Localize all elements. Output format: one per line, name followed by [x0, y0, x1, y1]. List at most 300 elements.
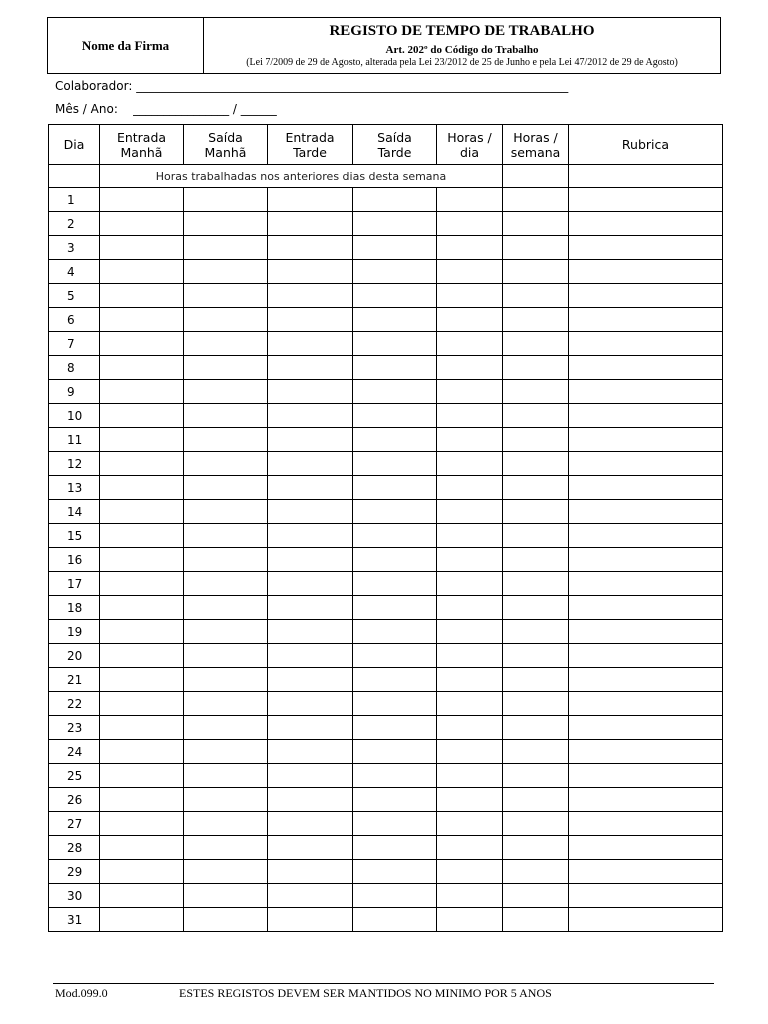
col-entrada-manha-cell[interactable] — [100, 812, 184, 836]
col-entrada-tarde-cell[interactable] — [268, 548, 353, 572]
col-horas-dia-cell[interactable] — [437, 212, 503, 236]
col-horas-semana-cell[interactable] — [503, 404, 569, 428]
col-dia-header: Dia — [49, 125, 100, 165]
col-entrada-manha-cell[interactable] — [100, 884, 184, 908]
table-row — [49, 812, 723, 836]
col-saida-manha-cell[interactable] — [184, 716, 268, 740]
col-saida-manha-cell[interactable] — [184, 332, 268, 356]
col-entrada-tarde-cell[interactable] — [268, 596, 353, 620]
col-entrada-manha-cell[interactable] — [100, 308, 184, 332]
table-row — [49, 260, 723, 284]
col-entrada-manha-cell[interactable] — [100, 284, 184, 308]
col-entrada-tarde-cell[interactable] — [268, 908, 353, 932]
day-number: 24 — [49, 740, 100, 764]
day-number: 12 — [49, 452, 100, 476]
col-horas-semana-cell[interactable] — [503, 524, 569, 548]
col-saida-manha-cell[interactable] — [184, 860, 268, 884]
col-entrada-tarde-cell[interactable] — [268, 524, 353, 548]
col-horas-semana-cell[interactable] — [503, 764, 569, 788]
col-horas-semana-cell[interactable] — [503, 260, 569, 284]
col-horas-semana-cell[interactable] — [503, 356, 569, 380]
col-horas-semana-cell[interactable] — [503, 452, 569, 476]
col-saida-tarde-cell[interactable] — [353, 476, 437, 500]
col-rubrica-cell[interactable] — [569, 644, 723, 668]
model-code: Mod.099.0 — [55, 986, 108, 1000]
col-saida-manha-cell[interactable] — [184, 572, 268, 596]
day-number: 16 — [49, 548, 100, 572]
day-number: 27 — [49, 812, 100, 836]
col-saida-tarde-cell[interactable] — [353, 572, 437, 596]
col-entrada-manha-cell[interactable] — [100, 860, 184, 884]
col-saida-tarde-cell[interactable] — [353, 788, 437, 812]
col-horas-semana-cell[interactable] — [503, 668, 569, 692]
col-rubrica-cell[interactable] — [569, 740, 723, 764]
col-entrada-tarde-cell[interactable] — [268, 620, 353, 644]
day-number: 1 — [49, 188, 100, 212]
col-entrada-tarde-cell[interactable] — [268, 260, 353, 284]
col-horas-semana-cell[interactable] — [503, 740, 569, 764]
col-entrada-tarde-cell[interactable] — [268, 308, 353, 332]
table-row — [49, 236, 723, 260]
previous-days-blank — [49, 165, 100, 188]
col-horas-dia-cell[interactable] — [437, 716, 503, 740]
table-header-row — [49, 125, 723, 165]
col-entrada-tarde-cell[interactable] — [268, 284, 353, 308]
time-record-table — [48, 124, 723, 932]
col-saida-manha-cell[interactable] — [184, 812, 268, 836]
col-saida-manha-cell[interactable] — [184, 740, 268, 764]
table-row — [49, 500, 723, 524]
col-entrada-tarde-cell[interactable] — [268, 500, 353, 524]
day-number: 22 — [49, 692, 100, 716]
col-saida-tarde-cell[interactable] — [353, 308, 437, 332]
col-entrada-manha-cell[interactable] — [100, 260, 184, 284]
col-horas-semana-cell[interactable] — [503, 548, 569, 572]
day-number: 2 — [49, 212, 100, 236]
col-entrada-manha-cell[interactable] — [100, 692, 184, 716]
col-entrada-tarde-cell[interactable] — [268, 212, 353, 236]
col-horas-semana-cell[interactable] — [503, 908, 569, 932]
col-saida-manha-cell[interactable] — [184, 764, 268, 788]
col-entrada-manha-cell[interactable] — [100, 524, 184, 548]
col-saida-manha-cell[interactable] — [184, 356, 268, 380]
col-saida-tarde-cell[interactable] — [353, 260, 437, 284]
table-row — [49, 548, 723, 572]
col-horas-dia-header: Horas / dia — [437, 125, 503, 165]
col-saida-manha-cell[interactable] — [184, 452, 268, 476]
col-horas-semana-cell[interactable] — [503, 812, 569, 836]
col-horas-semana-cell[interactable] — [503, 428, 569, 452]
col-horas-semana-cell[interactable] — [503, 284, 569, 308]
col-rubrica-cell[interactable] — [569, 404, 723, 428]
col-horas-dia-cell[interactable] — [437, 476, 503, 500]
col-saida-tarde-cell[interactable] — [353, 836, 437, 860]
table-row — [49, 308, 723, 332]
col-saida-manha-cell[interactable] — [184, 476, 268, 500]
col-entrada-manha-cell[interactable] — [100, 716, 184, 740]
col-saida-tarde-cell[interactable] — [353, 620, 437, 644]
table-row — [49, 428, 723, 452]
col-entrada-manha-cell[interactable] — [100, 356, 184, 380]
col-saida-manha-cell[interactable] — [184, 524, 268, 548]
col-entrada-manha-cell[interactable] — [100, 764, 184, 788]
col-saida-tarde-cell[interactable] — [353, 548, 437, 572]
col-horas-dia-cell[interactable] — [437, 260, 503, 284]
table-row — [49, 836, 723, 860]
previous-days-label: Horas trabalhadas nos anteriores dias desta semana — [100, 165, 503, 188]
col-saida-tarde-cell[interactable] — [353, 332, 437, 356]
day-number: 31 — [49, 908, 100, 932]
col-horas-semana-cell[interactable] — [503, 788, 569, 812]
col-saida-manha-cell[interactable] — [184, 212, 268, 236]
col-horas-dia-cell[interactable] — [437, 740, 503, 764]
table-row — [49, 332, 723, 356]
col-saida-tarde-cell[interactable] — [353, 884, 437, 908]
day-number: 26 — [49, 788, 100, 812]
col-saida-tarde-header: Saída Tarde — [353, 125, 437, 165]
col-horas-semana-cell[interactable] — [503, 500, 569, 524]
table-row — [49, 620, 723, 644]
col-saida-manha-cell[interactable] — [184, 620, 268, 644]
col-entrada-tarde-cell[interactable] — [268, 356, 353, 380]
previous-days-rubrica[interactable] — [569, 165, 723, 188]
col-entrada-manha-header: Entrada Manhã — [100, 125, 184, 165]
col-horas-semana-cell[interactable] — [503, 596, 569, 620]
col-saida-manha-cell[interactable] — [184, 668, 268, 692]
law-note: (Lei 7/2009 de 29 de Agosto, alterada pela Lei 23/2012 de 25 de Junho e pela Lei 47/2012 de 29 de Agosto) — [246, 57, 678, 68]
col-entrada-tarde-cell[interactable] — [268, 860, 353, 884]
col-entrada-manha-cell[interactable] — [100, 836, 184, 860]
col-rubrica-cell[interactable] — [569, 884, 723, 908]
col-saida-tarde-cell[interactable] — [353, 908, 437, 932]
title-block — [204, 18, 720, 73]
col-saida-manha-cell[interactable] — [184, 404, 268, 428]
previous-days-hours-week[interactable] — [503, 165, 569, 188]
col-entrada-manha-cell[interactable] — [100, 740, 184, 764]
col-horas-dia-cell[interactable] — [437, 236, 503, 260]
col-entrada-tarde-cell[interactable] — [268, 188, 353, 212]
col-rubrica-cell[interactable] — [569, 620, 723, 644]
col-horas-semana-cell[interactable] — [503, 620, 569, 644]
col-entrada-tarde-cell[interactable] — [268, 428, 353, 452]
col-entrada-tarde-cell[interactable] — [268, 812, 353, 836]
col-entrada-manha-cell[interactable] — [100, 548, 184, 572]
col-entrada-tarde-cell[interactable] — [268, 764, 353, 788]
col-saida-tarde-cell[interactable] — [353, 500, 437, 524]
col-rubrica-cell[interactable] — [569, 308, 723, 332]
col-horas-semana-cell[interactable] — [503, 836, 569, 860]
day-number: 14 — [49, 500, 100, 524]
col-saida-tarde-cell[interactable] — [353, 404, 437, 428]
col-horas-dia-cell[interactable] — [437, 812, 503, 836]
col-saida-tarde-cell[interactable] — [353, 716, 437, 740]
table-row — [49, 764, 723, 788]
col-rubrica-cell[interactable] — [569, 812, 723, 836]
col-entrada-manha-cell[interactable] — [100, 404, 184, 428]
col-rubrica-cell[interactable] — [569, 188, 723, 212]
col-horas-dia-cell[interactable] — [437, 908, 503, 932]
table-row — [49, 380, 723, 404]
col-horas-semana-cell[interactable] — [503, 188, 569, 212]
day-number: 18 — [49, 596, 100, 620]
col-horas-dia-cell[interactable] — [437, 380, 503, 404]
col-rubrica-cell[interactable] — [569, 524, 723, 548]
col-entrada-tarde-cell[interactable] — [268, 476, 353, 500]
document-subtitle: Art. 202º do Código do Trabalho — [385, 44, 539, 56]
col-entrada-manha-cell[interactable] — [100, 668, 184, 692]
col-saida-manha-cell[interactable] — [184, 260, 268, 284]
col-horas-dia-cell[interactable] — [437, 836, 503, 860]
footer-divider — [53, 983, 714, 984]
col-horas-dia-cell[interactable] — [437, 308, 503, 332]
col-entrada-tarde-cell[interactable] — [268, 452, 353, 476]
col-horas-dia-cell[interactable] — [437, 452, 503, 476]
day-number: 30 — [49, 884, 100, 908]
colaborador-field[interactable]: Colaborador: ________________________________________________________________________ — [55, 79, 569, 93]
col-saida-tarde-cell[interactable] — [353, 644, 437, 668]
table-row — [49, 188, 723, 212]
col-rubrica-cell[interactable] — [569, 428, 723, 452]
col-entrada-manha-cell[interactable] — [100, 380, 184, 404]
col-horas-semana-cell[interactable] — [503, 380, 569, 404]
day-number: 17 — [49, 572, 100, 596]
day-number: 4 — [49, 260, 100, 284]
retention-notice: ESTES REGISTOS DEVEM SER MANTIDOS NO MINIMO POR 5 ANOS — [179, 986, 552, 1000]
table-row — [49, 692, 723, 716]
col-saida-tarde-cell[interactable] — [353, 596, 437, 620]
col-horas-semana-cell[interactable] — [503, 236, 569, 260]
day-number: 25 — [49, 764, 100, 788]
col-rubrica-cell[interactable] — [569, 260, 723, 284]
col-entrada-manha-cell[interactable] — [100, 236, 184, 260]
table-row — [49, 596, 723, 620]
col-horas-semana-cell[interactable] — [503, 884, 569, 908]
col-rubrica-cell[interactable] — [569, 380, 723, 404]
col-rubrica-cell[interactable] — [569, 860, 723, 884]
col-entrada-manha-cell[interactable] — [100, 332, 184, 356]
col-saida-tarde-cell[interactable] — [353, 356, 437, 380]
col-saida-manha-cell[interactable] — [184, 884, 268, 908]
col-horas-dia-cell[interactable] — [437, 524, 503, 548]
col-horas-dia-cell[interactable] — [437, 356, 503, 380]
col-saida-manha-cell[interactable] — [184, 788, 268, 812]
col-entrada-manha-cell[interactable] — [100, 188, 184, 212]
col-rubrica-cell[interactable] — [569, 668, 723, 692]
col-rubrica-cell[interactable] — [569, 236, 723, 260]
col-rubrica-header: Rubrica — [569, 125, 723, 165]
col-entrada-tarde-cell[interactable] — [268, 332, 353, 356]
day-number: 7 — [49, 332, 100, 356]
col-rubrica-cell[interactable] — [569, 284, 723, 308]
col-entrada-manha-cell[interactable] — [100, 620, 184, 644]
header-box — [47, 17, 721, 74]
col-horas-dia-cell[interactable] — [437, 284, 503, 308]
col-entrada-tarde-cell[interactable] — [268, 836, 353, 860]
day-number: 3 — [49, 236, 100, 260]
col-horas-dia-cell[interactable] — [437, 596, 503, 620]
day-number: 13 — [49, 476, 100, 500]
col-saida-tarde-cell[interactable] — [353, 692, 437, 716]
col-entrada-tarde-cell[interactable] — [268, 740, 353, 764]
col-rubrica-cell[interactable] — [569, 788, 723, 812]
table-row — [49, 404, 723, 428]
day-number: 21 — [49, 668, 100, 692]
col-rubrica-cell[interactable] — [569, 572, 723, 596]
document-title: REGISTO DE TEMPO DE TRABALHO — [329, 23, 595, 39]
col-entrada-manha-cell[interactable] — [100, 596, 184, 620]
col-saida-manha-cell[interactable] — [184, 380, 268, 404]
col-horas-dia-cell[interactable] — [437, 404, 503, 428]
col-entrada-manha-cell[interactable] — [100, 212, 184, 236]
col-horas-semana-cell[interactable] — [503, 692, 569, 716]
col-rubrica-cell[interactable] — [569, 908, 723, 932]
table-row — [49, 860, 723, 884]
table-row — [49, 884, 723, 908]
table-row — [49, 356, 723, 380]
col-saida-tarde-cell[interactable] — [353, 524, 437, 548]
col-saida-tarde-cell[interactable] — [353, 668, 437, 692]
col-horas-semana-cell[interactable] — [503, 716, 569, 740]
day-number: 9 — [49, 380, 100, 404]
col-entrada-tarde-cell[interactable] — [268, 236, 353, 260]
col-rubrica-cell[interactable] — [569, 476, 723, 500]
day-number: 28 — [49, 836, 100, 860]
table-row — [49, 476, 723, 500]
col-rubrica-cell[interactable] — [569, 596, 723, 620]
col-saida-manha-cell[interactable] — [184, 692, 268, 716]
col-saida-tarde-cell[interactable] — [353, 284, 437, 308]
col-entrada-tarde-cell[interactable] — [268, 692, 353, 716]
col-horas-dia-cell[interactable] — [437, 764, 503, 788]
col-saida-tarde-cell[interactable] — [353, 812, 437, 836]
day-number: 8 — [49, 356, 100, 380]
col-saida-manha-cell[interactable] — [184, 644, 268, 668]
col-saida-manha-cell[interactable] — [184, 236, 268, 260]
day-number: 6 — [49, 308, 100, 332]
col-horas-dia-cell[interactable] — [437, 188, 503, 212]
col-horas-semana-cell[interactable] — [503, 572, 569, 596]
col-horas-dia-cell[interactable] — [437, 668, 503, 692]
col-horas-dia-cell[interactable] — [437, 884, 503, 908]
col-rubrica-cell[interactable] — [569, 716, 723, 740]
col-horas-dia-cell[interactable] — [437, 788, 503, 812]
col-horas-semana-cell[interactable] — [503, 860, 569, 884]
col-saida-tarde-cell[interactable] — [353, 236, 437, 260]
col-saida-manha-cell[interactable] — [184, 308, 268, 332]
col-saida-tarde-cell[interactable] — [353, 212, 437, 236]
col-saida-manha-header: Saída Manhã — [184, 125, 268, 165]
col-rubrica-cell[interactable] — [569, 836, 723, 860]
col-entrada-tarde-cell[interactable] — [268, 668, 353, 692]
col-entrada-manha-cell[interactable] — [100, 476, 184, 500]
col-entrada-tarde-cell[interactable] — [268, 380, 353, 404]
col-rubrica-cell[interactable] — [569, 332, 723, 356]
col-saida-tarde-cell[interactable] — [353, 452, 437, 476]
col-entrada-manha-cell[interactable] — [100, 452, 184, 476]
col-rubrica-cell[interactable] — [569, 692, 723, 716]
col-saida-manha-cell[interactable] — [184, 428, 268, 452]
col-saida-tarde-cell[interactable] — [353, 764, 437, 788]
col-entrada-tarde-cell[interactable] — [268, 572, 353, 596]
col-saida-manha-cell[interactable] — [184, 836, 268, 860]
col-horas-dia-cell[interactable] — [437, 620, 503, 644]
col-saida-manha-cell[interactable] — [184, 188, 268, 212]
col-saida-tarde-cell[interactable] — [353, 428, 437, 452]
col-saida-tarde-cell[interactable] — [353, 740, 437, 764]
table-row — [49, 284, 723, 308]
col-rubrica-cell[interactable] — [569, 500, 723, 524]
col-horas-semana-header: Horas / semana — [503, 125, 569, 165]
col-horas-dia-cell[interactable] — [437, 500, 503, 524]
col-horas-dia-cell[interactable] — [437, 572, 503, 596]
col-horas-semana-cell[interactable] — [503, 332, 569, 356]
col-saida-manha-cell[interactable] — [184, 548, 268, 572]
col-saida-manha-cell[interactable] — [184, 596, 268, 620]
mes-ano-field[interactable]: Mês / Ano: ________________ / ______ — [55, 102, 277, 116]
day-number: 15 — [49, 524, 100, 548]
day-number: 10 — [49, 404, 100, 428]
col-saida-tarde-cell[interactable] — [353, 380, 437, 404]
table-row — [49, 716, 723, 740]
table-row — [49, 212, 723, 236]
col-entrada-manha-cell[interactable] — [100, 908, 184, 932]
table-row — [49, 908, 723, 932]
day-number: 11 — [49, 428, 100, 452]
col-horas-semana-cell[interactable] — [503, 212, 569, 236]
col-horas-semana-cell[interactable] — [503, 308, 569, 332]
col-rubrica-cell[interactable] — [569, 764, 723, 788]
firm-name: Nome da Firma — [48, 18, 204, 73]
day-number: 20 — [49, 644, 100, 668]
day-number: 29 — [49, 860, 100, 884]
day-number: 5 — [49, 284, 100, 308]
col-saida-tarde-cell[interactable] — [353, 860, 437, 884]
col-rubrica-cell[interactable] — [569, 212, 723, 236]
col-saida-manha-cell[interactable] — [184, 908, 268, 932]
col-entrada-manha-cell[interactable] — [100, 428, 184, 452]
col-entrada-tarde-header: Entrada Tarde — [268, 125, 353, 165]
col-horas-semana-cell[interactable] — [503, 476, 569, 500]
col-entrada-tarde-cell[interactable] — [268, 716, 353, 740]
col-entrada-manha-cell[interactable] — [100, 500, 184, 524]
table-row — [49, 452, 723, 476]
table-row — [49, 668, 723, 692]
col-horas-dia-cell[interactable] — [437, 548, 503, 572]
table-row — [49, 524, 723, 548]
col-entrada-tarde-cell[interactable] — [268, 884, 353, 908]
col-entrada-tarde-cell[interactable] — [268, 644, 353, 668]
col-entrada-tarde-cell[interactable] — [268, 404, 353, 428]
col-rubrica-cell[interactable] — [569, 452, 723, 476]
col-entrada-manha-cell[interactable] — [100, 788, 184, 812]
col-horas-dia-cell[interactable] — [437, 860, 503, 884]
col-entrada-manha-cell[interactable] — [100, 644, 184, 668]
col-entrada-tarde-cell[interactable] — [268, 788, 353, 812]
col-rubrica-cell[interactable] — [569, 356, 723, 380]
col-rubrica-cell[interactable] — [569, 548, 723, 572]
table-row — [49, 740, 723, 764]
col-horas-dia-cell[interactable] — [437, 332, 503, 356]
col-saida-manha-cell[interactable] — [184, 284, 268, 308]
col-horas-semana-cell[interactable] — [503, 644, 569, 668]
col-horas-dia-cell[interactable] — [437, 428, 503, 452]
col-saida-tarde-cell[interactable] — [353, 188, 437, 212]
col-entrada-manha-cell[interactable] — [100, 572, 184, 596]
col-horas-dia-cell[interactable] — [437, 644, 503, 668]
col-horas-dia-cell[interactable] — [437, 692, 503, 716]
col-saida-manha-cell[interactable] — [184, 500, 268, 524]
day-number: 19 — [49, 620, 100, 644]
